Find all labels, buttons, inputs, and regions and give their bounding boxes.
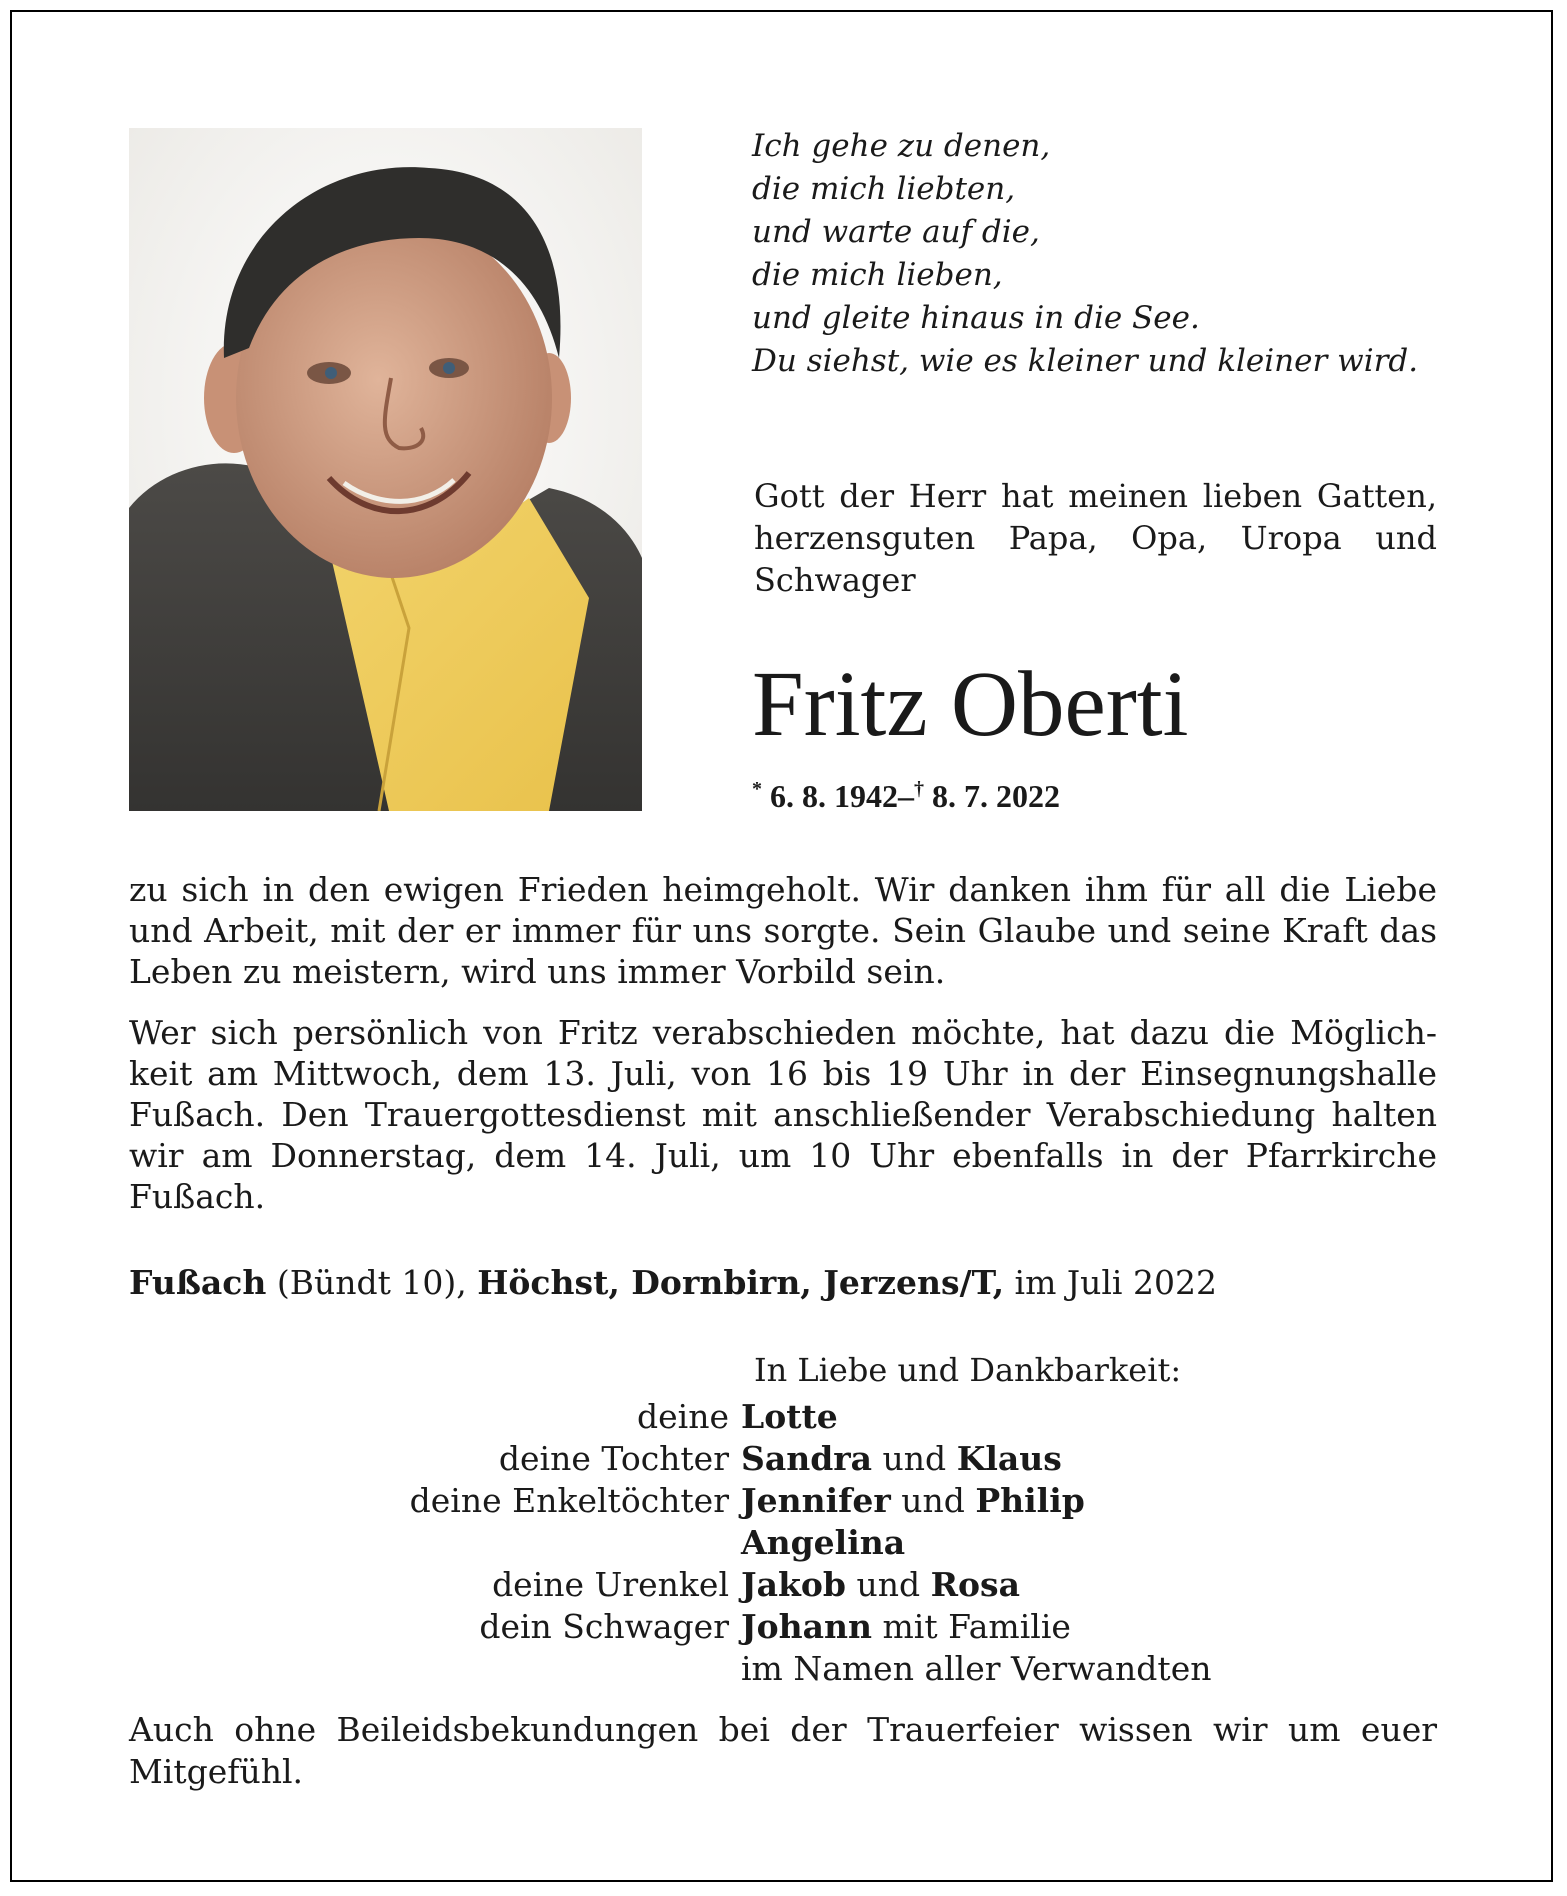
- signatory-row: [200, 1480, 1300, 1522]
- intro-text: Gott der Herr hat meinen lieben Gatten, herzensguten Papa, Opa, Uropa und Schwager: [754, 477, 1437, 599]
- signatory-conjunction: und: [872, 1439, 957, 1478]
- poem-line: die mich lieben,: [752, 257, 1003, 293]
- signatory-role: [200, 1648, 741, 1690]
- funeral-details-paragraph: Wer sich persönlich von Fritz verabschieden möchte, hat dazu die Möglich-keit am Mittwoch, dem 13. Juli, von 16 bis 19 Uhr in der Einsegnungshalle Fußach. Den Trauergottesdienst mit anschließender Verabschiedung halten wir am Donnerstag, dem 14. Juli, um 10 Uhr ebenfalls in der Pfarrkirche Fußach.: [129, 1013, 1437, 1216]
- signatory-role: dein Schwager: [479, 1607, 729, 1646]
- portrait-photo: [129, 128, 642, 811]
- signatory-role: deine Urenkel: [492, 1565, 729, 1604]
- signatory-row: [200, 1564, 1300, 1606]
- place-town: Fußach: [129, 1263, 267, 1302]
- signatory-name: Angelina: [741, 1523, 906, 1562]
- poem-line: die mich liebten,: [752, 171, 1016, 207]
- signatory-name: Jennifer: [741, 1481, 891, 1520]
- signatory-conjunction: und: [845, 1565, 931, 1604]
- signatory-name: Johann: [741, 1607, 872, 1646]
- signatory-row: [200, 1648, 1300, 1690]
- portrait-photo-image: [129, 128, 642, 811]
- signatory-name: Klaus: [956, 1439, 1062, 1478]
- signatory-row: [200, 1438, 1300, 1480]
- signatory-name: Philip: [975, 1481, 1085, 1520]
- body-paragraph: zu sich in den ewigen Frieden heimgeholt. Wir danken ihm für all die Liebe und Arbeit, mit der er immer für uns sorgte. Sein Glaube und seine Kraft das Leben zu meistern, wird uns immer Vorbild sein.: [129, 870, 1437, 991]
- date-separator: –: [898, 778, 914, 814]
- life-dates: [752, 778, 1060, 815]
- birth-symbol: *: [752, 778, 762, 800]
- signatory-name: Lotte: [741, 1397, 838, 1436]
- signatory-conjunction: und: [890, 1481, 976, 1520]
- signatory-conjunction: im Namen aller Verwandten: [741, 1649, 1212, 1688]
- place-address: (Bündt 10),: [266, 1263, 478, 1302]
- signatory-row: [200, 1606, 1300, 1648]
- death-symbol: †: [914, 778, 924, 800]
- signatory-role: deine Enkeltöchter: [409, 1481, 729, 1520]
- signatory-role: deine: [637, 1397, 729, 1436]
- poem-line: Du siehst, wie es kleiner und kleiner wird.: [752, 343, 1419, 379]
- signatory-row: [200, 1522, 1300, 1564]
- poem-line: und warte auf die,: [752, 214, 1040, 250]
- signatory-row: [200, 1396, 1300, 1438]
- birth-date: 6. 8. 1942: [770, 778, 898, 814]
- poem: [752, 125, 1472, 383]
- signatory-name: Sandra: [741, 1439, 873, 1478]
- poem-line: und gleite hinaus in die See.: [752, 300, 1200, 336]
- place-date: im Juli 2022: [1004, 1263, 1217, 1302]
- poem-line: Ich gehe zu denen,: [752, 128, 1051, 164]
- place-others: Höchst, Dornbirn, Jerzens/T,: [477, 1263, 1005, 1302]
- signatories: [200, 1396, 1300, 1690]
- place-and-date: [129, 1262, 1449, 1304]
- signatory-name: Rosa: [930, 1565, 1020, 1604]
- signatory-conjunction: mit Familie: [872, 1607, 1071, 1646]
- deceased-name: Fritz Oberti: [752, 653, 1189, 756]
- closing-text: Auch ohne Beileidsbekundungen bei der Trauerfeier wissen wir um euer Mitgefühl.: [129, 1710, 1437, 1791]
- thanks-line: In Liebe und Dankbarkeit:: [754, 1351, 1182, 1389]
- death-date: 8. 7. 2022: [932, 778, 1060, 814]
- signatory-name: Jakob: [741, 1565, 846, 1604]
- signatory-role: deine Tochter: [498, 1439, 729, 1478]
- signatory-role: [200, 1522, 741, 1564]
